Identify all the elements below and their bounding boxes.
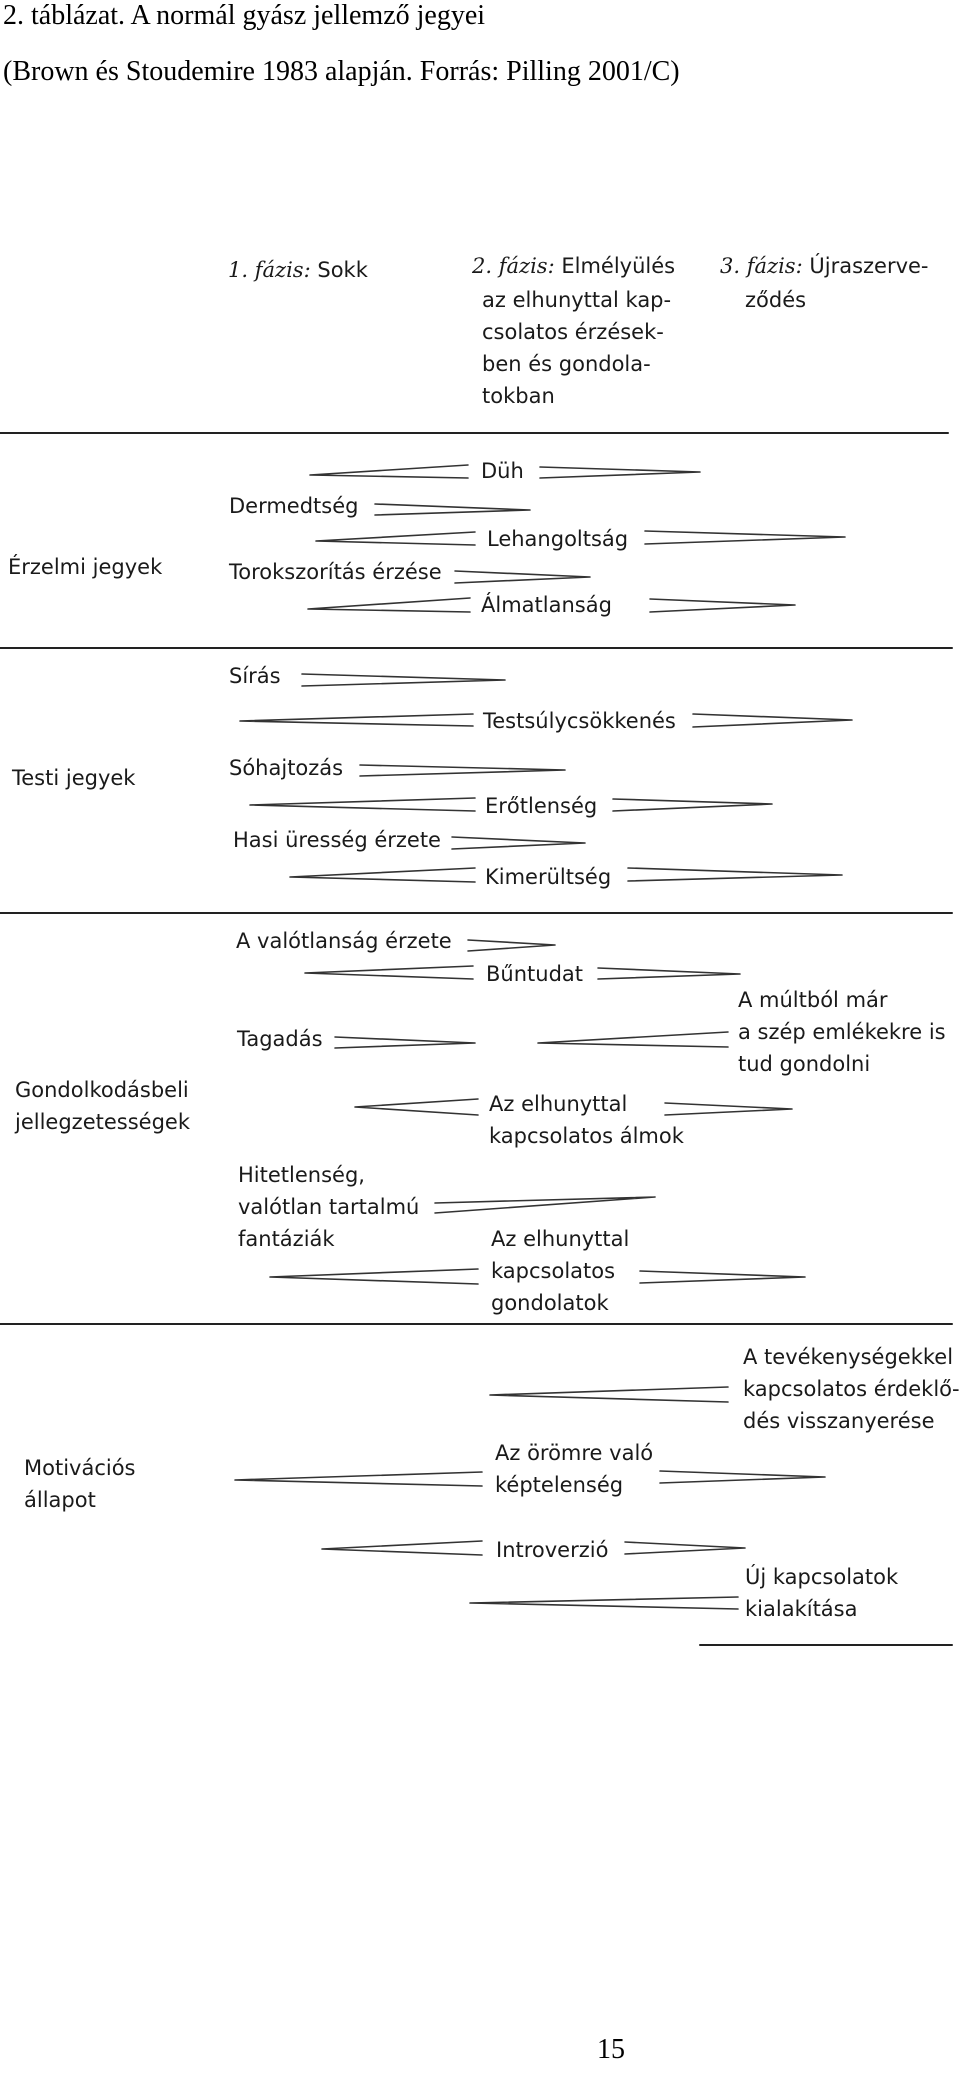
taper-crying	[302, 674, 505, 686]
item-new-relations: Új kapcsolatok	[745, 1565, 899, 1589]
phase-2-header: 2. fázis: Elmélyülés	[472, 254, 676, 278]
phase-1-header: 1. fázis: Sokk	[228, 258, 368, 282]
item-interest: A tevékenységekkel	[743, 1345, 954, 1369]
taper-weight-loss-in	[240, 714, 473, 726]
item-sighing: Sóhajtozás	[229, 756, 344, 780]
taper-new-relations-in	[470, 1597, 738, 1609]
item-introversion: Introverzió	[496, 1538, 609, 1562]
taper-sighing	[360, 765, 565, 776]
taper-weight-loss-out	[693, 714, 852, 727]
category-motivational-line-2: állapot	[24, 1488, 96, 1512]
item-dreams-line-2: kapcsolatos álmok	[489, 1124, 684, 1148]
taper-weakness-out	[613, 799, 772, 811]
item-denial: Tagadás	[237, 1027, 323, 1051]
taper-anhedonia-in	[235, 1472, 482, 1486]
taper-introversion-out	[625, 1542, 745, 1554]
taper-numbness	[375, 504, 530, 515]
item-numbness: Dermedtség	[229, 494, 359, 518]
grief-phase-table	[0, 235, 960, 1660]
table-source: (Brown és Stoudemire 1983 alapján. Forrás: Pilling 2001/C)	[3, 56, 680, 87]
table-rules-and-tapers	[0, 235, 960, 1660]
item-depression: Lehangoltság	[487, 527, 629, 551]
taper-exhaustion-out	[628, 868, 842, 881]
taper-thoughts-out	[640, 1271, 805, 1283]
taper-memories-in	[538, 1032, 728, 1047]
taper-dreams-out	[665, 1103, 792, 1115]
taper-anger-out	[540, 467, 700, 478]
item-memories-line-3: tud gondolni	[738, 1052, 871, 1076]
item-anhedonia-line-2: képtelenség	[495, 1473, 624, 1497]
taper-exhaustion-in	[290, 868, 475, 882]
item-interest-line-2: kapcsolatos érdeklő-	[743, 1377, 960, 1401]
taper-dreams-in	[355, 1099, 478, 1115]
taper-thoughts-in	[270, 1269, 478, 1284]
phase-2-line-3: csolatos érzések-	[482, 320, 664, 344]
taper-guilt-in	[305, 966, 473, 979]
item-memories: A múltból már	[738, 988, 888, 1012]
phase-2-line-2: az elhunyttal kap-	[482, 288, 672, 312]
taper-insomnia-in	[308, 598, 470, 612]
taper-unreality	[468, 940, 555, 951]
item-weakness: Erőtlenség	[485, 794, 598, 818]
taper-insomnia-out	[650, 599, 795, 612]
taper-interest-in	[490, 1387, 728, 1402]
item-unreality: A valótlanság érzete	[236, 929, 452, 953]
item-anhedonia: Az örömre való	[495, 1441, 654, 1465]
item-exhaustion: Kimerültség	[485, 865, 612, 889]
taper-anger-in	[310, 465, 468, 478]
taper-depression-out	[645, 531, 845, 544]
category-emotional: Érzelmi jegyek	[8, 555, 163, 579]
taper-emptiness	[452, 837, 585, 849]
table-caption: 2. táblázat. A normál gyász jellemző jegyei	[3, 0, 486, 31]
page-number: 15	[597, 2034, 625, 2065]
category-cognitive-line-2: jellegzetességek	[15, 1110, 190, 1134]
taper-depression-in	[316, 532, 475, 545]
phase-3-line-2: ződés	[745, 288, 807, 312]
taper-disbelief	[435, 1197, 655, 1213]
category-motivational: Motivációs	[24, 1456, 136, 1480]
item-disbelief-line-2: valótlan tartalmú	[238, 1195, 420, 1219]
item-throat: Torokszorítás érzése	[229, 560, 442, 584]
item-weight-loss: Testsúlycsökkenés	[483, 709, 676, 733]
item-disbelief-line-3: fantáziák	[238, 1227, 335, 1251]
phase-2-line-4: ben és gondola-	[482, 352, 651, 376]
phase-3-header: 3. fázis: Újraszerve-	[720, 254, 929, 278]
item-thoughts-line-3: gondolatok	[491, 1291, 609, 1315]
item-memories-line-2: a szép emlékekre is	[738, 1020, 946, 1044]
category-physical: Testi jegyek	[12, 766, 136, 790]
item-emptiness: Hasi üresség érzete	[233, 828, 441, 852]
item-thoughts: Az elhunyttal	[491, 1227, 630, 1251]
taper-anhedonia-out	[660, 1471, 825, 1483]
taper-introversion-in	[322, 1541, 482, 1555]
item-insomnia: Álmatlanság	[481, 593, 612, 617]
item-anger: Düh	[481, 459, 524, 483]
item-interest-line-3: dés visszanyerése	[743, 1409, 935, 1433]
taper-guilt-out	[598, 968, 740, 979]
item-crying: Sírás	[229, 664, 281, 688]
taper-denial	[335, 1037, 475, 1048]
item-dreams: Az elhunyttal	[489, 1092, 628, 1116]
item-disbelief: Hitetlenség,	[238, 1163, 365, 1187]
taper-weakness-in	[250, 798, 475, 811]
phase-2-line-5: tokban	[482, 384, 555, 408]
taper-throat	[455, 571, 590, 583]
item-guilt: Bűntudat	[486, 962, 584, 986]
item-new-relations-line-2: kialakítása	[745, 1597, 858, 1621]
category-cognitive: Gondolkodásbeli	[15, 1078, 189, 1102]
item-thoughts-line-2: kapcsolatos	[491, 1259, 616, 1283]
